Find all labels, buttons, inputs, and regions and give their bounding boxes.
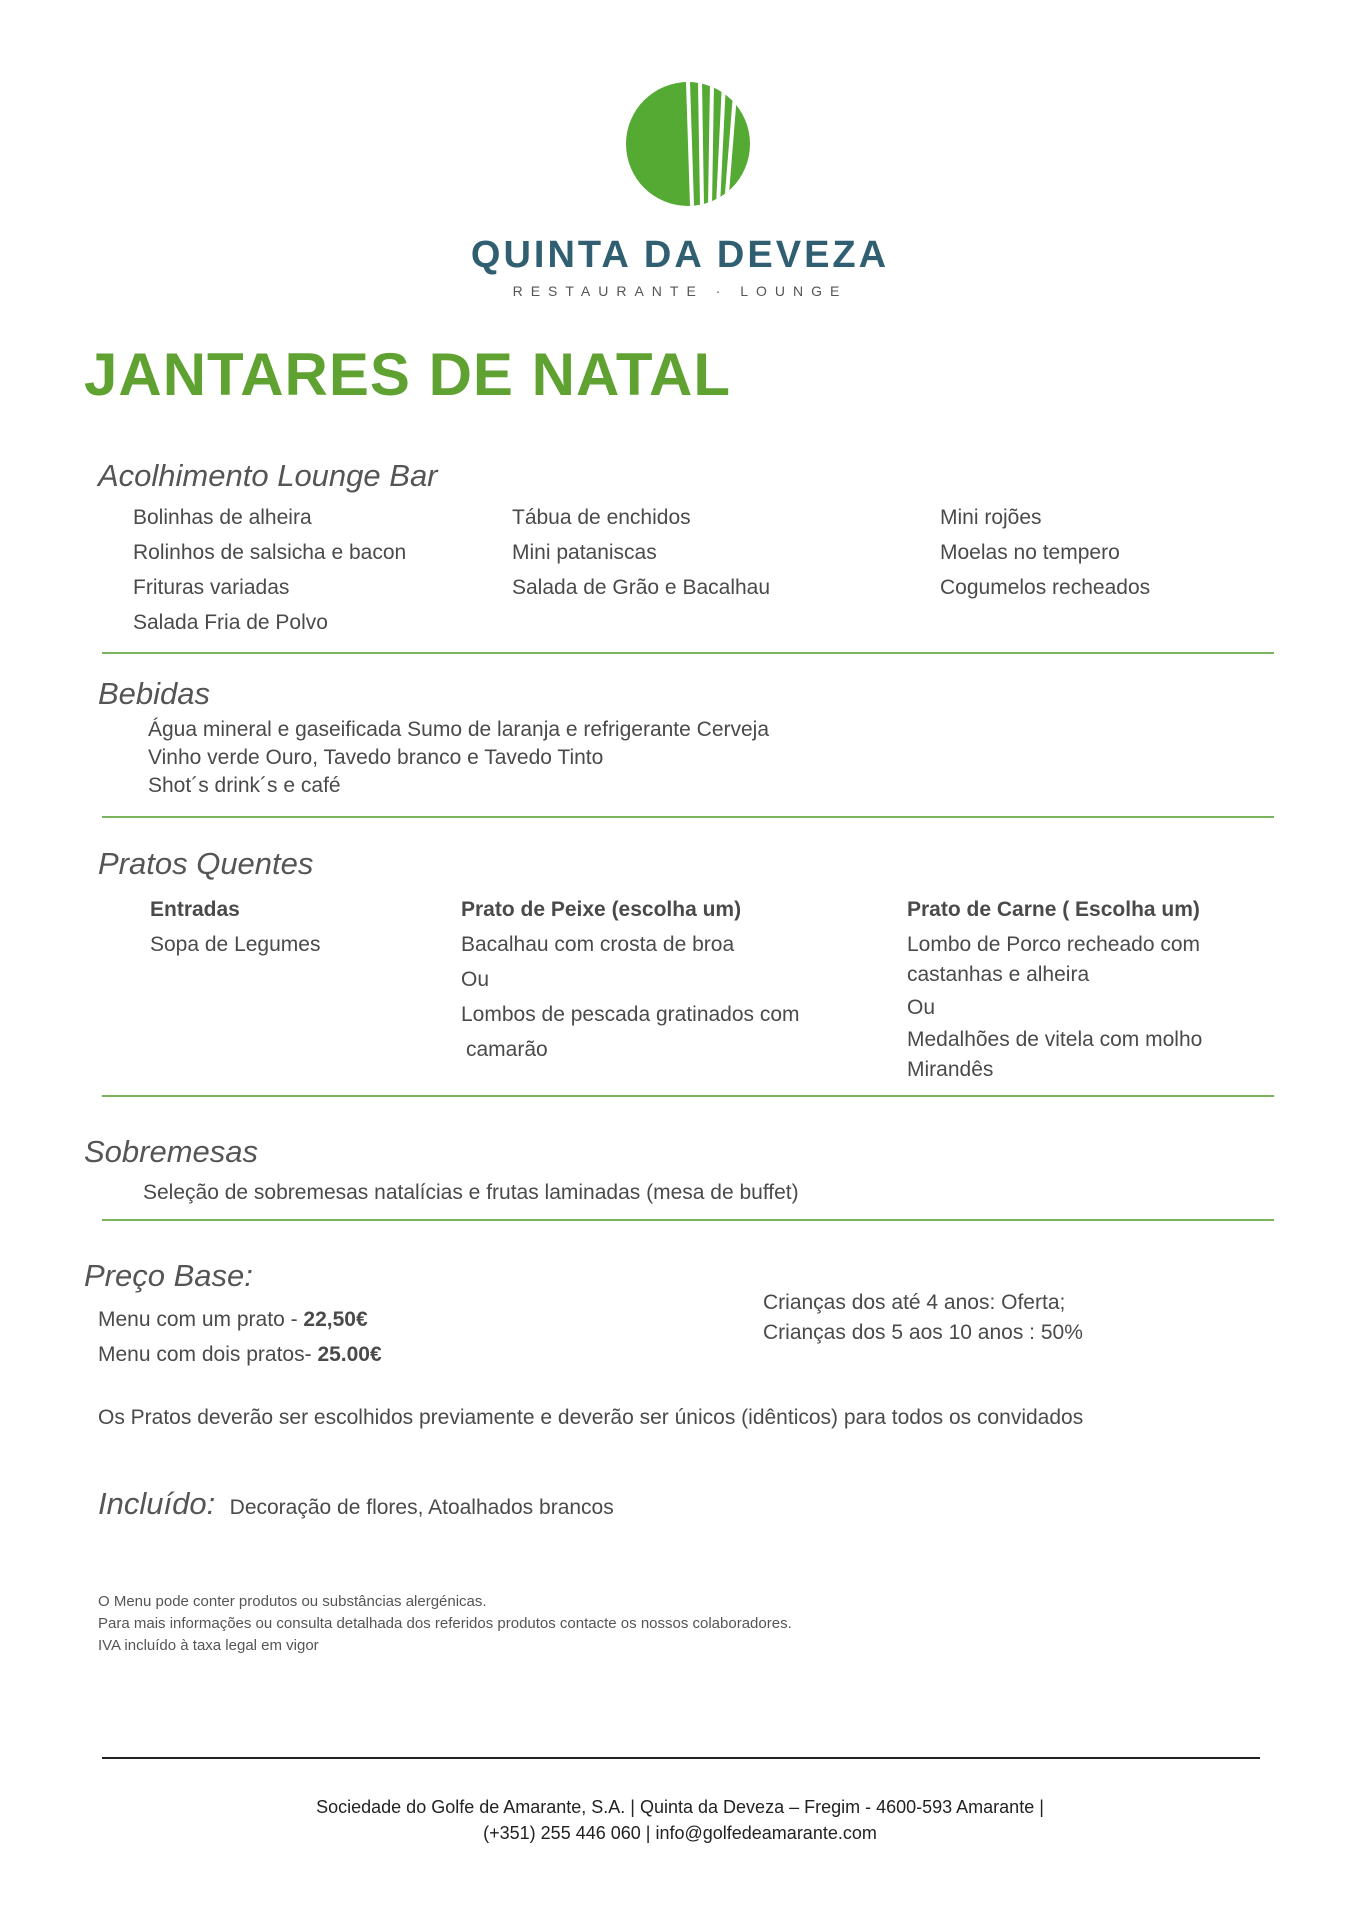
- divider: [102, 816, 1274, 818]
- section-title-preco: Preço Base:: [84, 1258, 253, 1293]
- list-item: Bacalhau com crosta de broa: [461, 933, 735, 956]
- footer-address: Sociedade do Golfe de Amarante, S.A. | Quinta da Deveza – Fregim - 4600-593 Amarante |: [316, 1797, 1044, 1817]
- divider: [102, 1219, 1274, 1221]
- list-item: Lombo de Porco recheado com: [907, 933, 1201, 956]
- acolhimento-col-1: [133, 500, 406, 640]
- disclaimer-line: IVA incluído à taxa legal em vigor: [98, 1637, 319, 1654]
- list-item: castanhas e alheira: [907, 963, 1090, 986]
- section-title-pratos-quentes: Pratos Quentes: [98, 846, 314, 881]
- or-text: Ou: [461, 968, 490, 991]
- brand-logo-icon: [626, 82, 750, 206]
- section-title-acolhimento: Acolhimento Lounge Bar: [98, 458, 438, 493]
- column-heading: Entradas: [150, 898, 240, 921]
- list-item: Bolinhas de alheira: [133, 506, 312, 529]
- footer-divider: [102, 1757, 1260, 1759]
- column-heading: Prato de Peixe (escolha um): [461, 898, 742, 921]
- list-item: Shot´s drink´s e café: [148, 774, 341, 797]
- acolhimento-col-3: [940, 500, 1150, 605]
- disclaimer: [98, 1591, 792, 1657]
- or-text: Ou: [907, 996, 936, 1019]
- sobremesas-text: Seleção de sobremesas natalícias e frutas laminadas (mesa de buffet): [143, 1181, 799, 1204]
- list-item: Vinho verde Ouro, Tavedo branco e Tavedo Tinto: [148, 746, 604, 769]
- entradas-column: [150, 892, 320, 962]
- list-item: Tábua de enchidos: [512, 506, 691, 529]
- list-item: Mirandês: [907, 1058, 994, 1081]
- list-item: Salada Fria de Polvo: [133, 611, 328, 634]
- incluido-text: Decoração de flores, Atoalhados brancos: [229, 1496, 614, 1519]
- list-item: Sopa de Legumes: [150, 933, 321, 956]
- list-item: Água mineral e gaseificada Sumo de laranja e refrigerante Cerveja: [148, 718, 770, 741]
- brand-subtitle: RESTAURANTE · LOUNGE: [512, 283, 848, 299]
- list-item: Mini rojões: [940, 506, 1042, 529]
- peixe-column: [461, 892, 800, 1067]
- list-item: Salada de Grão e Bacalhau: [512, 576, 771, 599]
- incluido-row: [98, 1486, 614, 1525]
- brand-name: QUINTA DA DEVEZA: [470, 234, 890, 276]
- list-item: Moelas no tempero: [940, 541, 1120, 564]
- menu1-price: 22,50€: [303, 1308, 368, 1331]
- divider: [102, 652, 1274, 654]
- menu2-price: 25.00€: [317, 1343, 382, 1366]
- acolhimento-col-2: [512, 500, 770, 605]
- carne-column: [907, 892, 1202, 1085]
- price-note: Os Pratos deverão ser escolhidos previamente e deverão ser únicos (idênticos) para todos os convidados: [98, 1406, 1084, 1429]
- list-item: Rolinhos de salsicha e bacon: [133, 541, 407, 564]
- section-title-sobremesas: Sobremesas: [84, 1134, 259, 1169]
- footer: [0, 1794, 1360, 1846]
- column-heading: Prato de Carne ( Escolha um): [907, 898, 1200, 921]
- list-item: camarão: [466, 1038, 548, 1061]
- disclaimer-line: Para mais informações ou consulta detalhada dos referidos produtos contacte os nossos colaboradores.: [98, 1615, 792, 1632]
- kids-line: Crianças dos até 4 anos: Oferta;: [763, 1291, 1066, 1314]
- list-item: Frituras variadas: [133, 576, 290, 599]
- children-pricing: [763, 1288, 1083, 1348]
- footer-contact: (+351) 255 446 060 | info@golfedeamarante.com: [483, 1823, 877, 1843]
- list-item: Medalhões de vitela com molho: [907, 1028, 1203, 1051]
- list-item: Mini pataniscas: [512, 541, 657, 564]
- price-list: [98, 1302, 382, 1372]
- list-item: Lombos de pescada gratinados com: [461, 1003, 800, 1026]
- divider: [102, 1095, 1274, 1097]
- section-title-bebidas: Bebidas: [98, 676, 211, 711]
- list-item: Cogumelos recheados: [940, 576, 1151, 599]
- kids-line: Crianças dos 5 aos 10 anos : 50%: [763, 1321, 1083, 1344]
- section-title-incluido: Incluído:: [98, 1486, 216, 1521]
- page-title: JANTARES DE NATAL: [84, 341, 731, 408]
- disclaimer-line: O Menu pode conter produtos ou substâncias alergénicas.: [98, 1593, 487, 1610]
- bebidas-list: [148, 716, 769, 800]
- menu2-label: Menu com dois pratos-: [98, 1343, 318, 1366]
- menu1-label: Menu com um prato -: [98, 1308, 304, 1331]
